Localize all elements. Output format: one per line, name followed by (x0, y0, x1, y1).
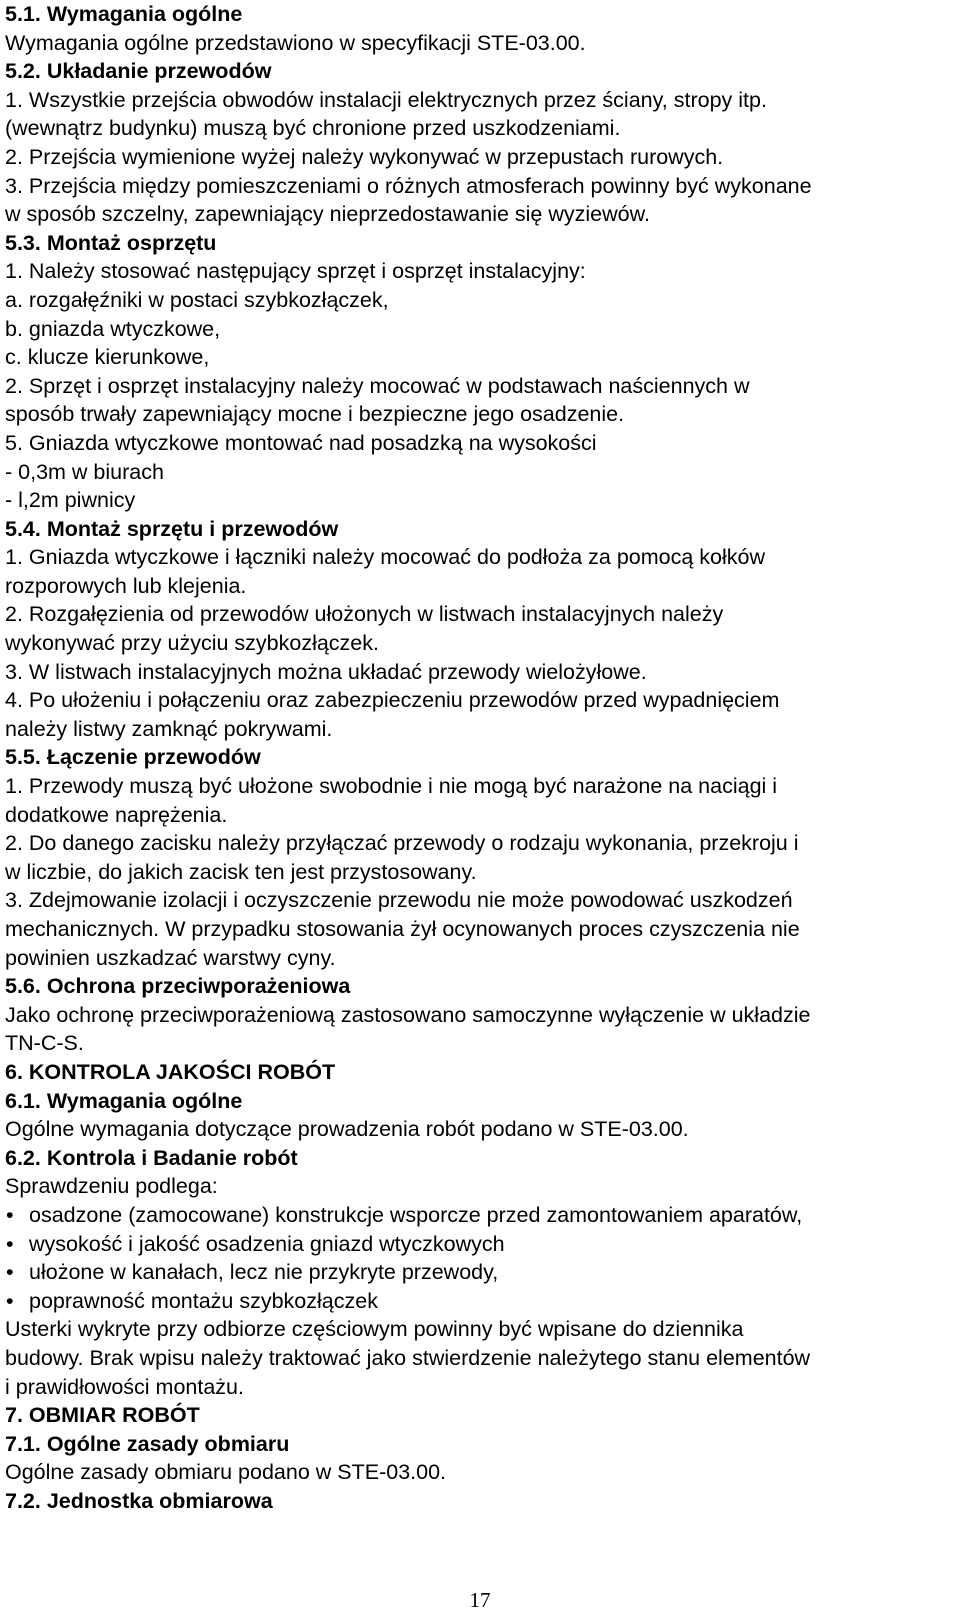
line-text: 5.4. Montaż sprzętu i przewodów (5, 516, 339, 541)
text-line (5, 458, 940, 487)
text-line (5, 343, 940, 372)
line-text: powinien uszkadzać warstwy cyny. (5, 945, 336, 970)
text-line (5, 772, 940, 801)
line-text: 5.1. Wymagania ogólne (5, 2, 243, 26)
section-heading (5, 1487, 940, 1516)
line-text: Sprawdzeniu podlega: (5, 1174, 218, 1199)
text-line (5, 315, 940, 344)
line-text: 5. Gniazda wtyczkowe montować nad posadzką na wysokości (5, 430, 597, 455)
line-text: ułożone w kanałach, lecz nie przykryte przewody, (29, 1260, 499, 1285)
text-line (5, 114, 940, 143)
line-text: w sposób szczelny, zapewniający nieprzedostawanie się wyziewów. (5, 202, 650, 227)
line-text: 5.5. Łączenie przewodów (5, 745, 261, 770)
line-text: Ogólne zasady obmiaru podano w STE-03.00. (5, 1460, 447, 1485)
section-heading (5, 229, 940, 258)
line-text: mechanicznych. W przypadku stosowania żył ocynowanych proces czyszczenia nie (5, 917, 800, 941)
line-text: - 0,3m w biurach (5, 459, 164, 484)
bullet-icon: • (6, 1260, 14, 1285)
line-text: - l,2m piwnicy (5, 488, 136, 513)
text-line (5, 829, 940, 858)
text-line (5, 86, 940, 115)
line-text: TN-C-S. (5, 1031, 84, 1056)
line-text: 2. Rozgałęzienia od przewodów ułożonych w listwach instalacyjnych należy (5, 602, 724, 627)
section-heading (5, 743, 940, 772)
section-heading (5, 57, 940, 86)
line-text: sposób trwały zapewniający mocne i bezpieczne jego osadzenie. (5, 402, 625, 427)
text-line (5, 543, 940, 572)
line-text: Usterki wykryte przy odbiorze częściowym powinny być wpisane do dziennika (5, 1317, 744, 1342)
text-line (5, 858, 940, 887)
text-line (5, 257, 940, 286)
section-heading (5, 0, 940, 29)
text-line (5, 629, 940, 658)
line-text: Wymagania ogólne przedstawiono w specyfikacji STE-03.00. (5, 30, 586, 55)
text-line (5, 1172, 940, 1201)
line-text: 5.2. Układanie przewodów (5, 59, 272, 84)
text-line (5, 1373, 940, 1402)
text-line (5, 486, 940, 515)
bullet-icon: • (6, 1202, 14, 1227)
text-line (5, 429, 940, 458)
line-text: budowy. Brak wpisu należy traktować jako stwierdzenie należytego stanu elementów (5, 1345, 811, 1370)
text-line (5, 572, 940, 601)
text-line (5, 1115, 940, 1144)
line-text: (wewnątrz budynku) muszą być chronione przed uszkodzeniami. (5, 116, 621, 141)
line-text: c. klucze kierunkowe, (5, 345, 210, 370)
text-line (5, 600, 940, 629)
line-text: 7. OBMIAR ROBÓT (5, 1403, 200, 1428)
text-line (5, 200, 940, 229)
line-text: Jako ochronę przeciwporażeniową zastosowano samoczynne wyłączenie w układzie (5, 1002, 811, 1027)
line-text: poprawność montażu szybkozłączek (29, 1288, 378, 1313)
text-line (5, 143, 940, 172)
line-text: 2. Sprzęt i osprzęt instalacyjny należy mocować w podstawach naściennych w (5, 373, 750, 398)
line-text: 6. KONTROLA JAKOŚCI ROBÓT (5, 1059, 336, 1084)
line-text: 1. Gniazda wtyczkowe i łączniki należy mocować do podłoża za pomocą kołków (5, 545, 766, 570)
line-text: 4. Po ułożeniu i połączeniu oraz zabezpieczeniu przewodów przed wypadnięciem (5, 688, 780, 713)
line-text: 1. Wszystkie przejścia obwodów instalacji elektrycznych przez ściany, stropy itp. (5, 87, 767, 112)
line-text: 6.2. Kontrola i Badanie robót (5, 1145, 298, 1170)
line-text: wykonywać przy użyciu szybkozłączek. (5, 631, 379, 656)
text-line (5, 715, 940, 744)
line-text: 3. Zdejmowanie izolacji i oczyszczenie przewodu nie może powodować uszkodzeń (5, 888, 793, 913)
line-text: 7.2. Jednostka obmiarowa (5, 1488, 273, 1513)
text-line (5, 944, 940, 973)
line-text: 5.3. Montaż osprzętu (5, 230, 217, 255)
section-heading (5, 972, 940, 1001)
line-text: w liczbie, do jakich zacisk ten jest przystosowany. (5, 859, 477, 884)
line-text: Ogólne wymagania dotyczące prowadzenia robót podano w STE-03.00. (5, 1117, 689, 1142)
section-heading (5, 1430, 940, 1459)
line-text: dodatkowe naprężenia. (5, 802, 228, 827)
text-line (5, 801, 940, 830)
line-text: b. gniazda wtyczkowe, (5, 316, 221, 341)
line-text: 3. W listwach instalacyjnych można układać przewody wielożyłowe. (5, 659, 647, 684)
text-line (5, 886, 940, 915)
line-text: 1. Należy stosować następujący sprzęt i osprzęt instalacyjny: (5, 259, 586, 284)
line-text: osadzone (zamocowane) konstrukcje wsporcze przed zamontowaniem aparatów, (29, 1202, 803, 1227)
text-line (5, 400, 940, 429)
line-text: 5.6. Ochrona przeciwporażeniowa (5, 974, 351, 999)
text-line (5, 915, 940, 944)
line-text: 1. Przewody muszą być ułożone swobodnie i nie mogą być narażone na naciągi i (5, 774, 778, 799)
line-text: 2. Do danego zacisku należy przyłączać przewody o rodzaju wykonania, przekroju i (5, 831, 799, 856)
bullet-item (5, 1201, 940, 1230)
text-line (5, 172, 940, 201)
section-heading (5, 515, 940, 544)
text-line (5, 1458, 940, 1487)
line-text: 3. Przejścia między pomieszczeniami o różnych atmosferach powinny być wykonane (5, 173, 812, 198)
text-line (5, 286, 940, 315)
section-heading (5, 1087, 940, 1116)
bullet-icon: • (6, 1231, 14, 1256)
line-text: 2. Przejścia wymienione wyżej należy wykonywać w przepustach rurowych. (5, 144, 724, 169)
text-line (5, 372, 940, 401)
section-heading (5, 1144, 940, 1173)
line-text: a. rozgałęźniki w postaci szybkozłączek, (5, 287, 389, 312)
line-text: i prawidłowości montażu. (5, 1374, 244, 1399)
page-number: 17 (469, 1588, 491, 1612)
bullet-item (5, 1230, 940, 1259)
line-text: 7.1. Ogólne zasady obmiaru (5, 1431, 290, 1456)
line-text: wysokość i jakość osadzenia gniazd wtyczkowych (29, 1231, 505, 1256)
text-line (5, 1315, 940, 1344)
section-heading (5, 1401, 940, 1430)
bullet-icon: • (6, 1288, 14, 1313)
line-text: należy listwy zamknąć pokrywami. (5, 716, 333, 741)
text-line (5, 29, 940, 58)
text-line (5, 1344, 940, 1373)
text-line (5, 1029, 940, 1058)
text-line (5, 686, 940, 715)
document-body (5, 0, 940, 1515)
text-line (5, 658, 940, 687)
line-text: rozporowych lub klejenia. (5, 573, 247, 598)
line-text: 6.1. Wymagania ogólne (5, 1088, 243, 1113)
bullet-item (5, 1258, 940, 1287)
text-line (5, 1001, 940, 1030)
section-heading (5, 1058, 940, 1087)
bullet-item (5, 1287, 940, 1316)
